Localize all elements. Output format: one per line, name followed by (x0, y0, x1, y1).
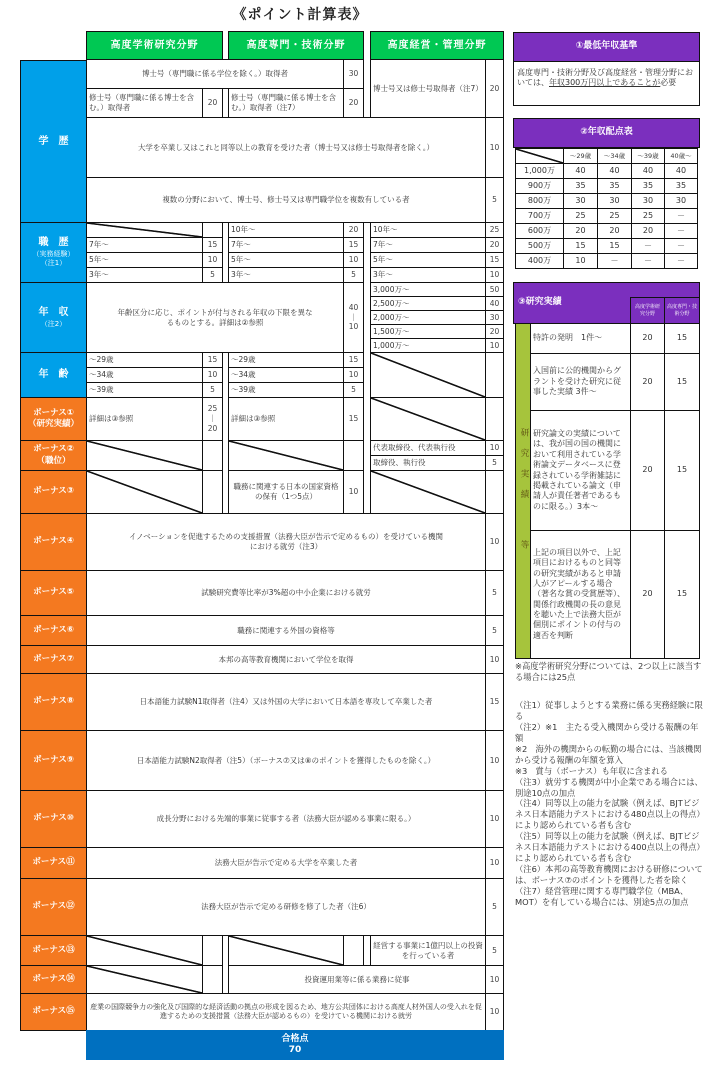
income-table-cell: 35 (631, 178, 665, 194)
bonus-1-points-min: 20 (207, 423, 218, 433)
research-row-value: 20 (630, 353, 665, 411)
research-row-text: 特許の発明 1件～ (530, 323, 631, 354)
label-bonus-4-text: ボーナス④ (33, 536, 74, 547)
income-points-min: 10 (348, 322, 359, 332)
label-bonus-2-text: ボーナス② (33, 444, 74, 455)
age-academic-row: ～39歳 (86, 382, 203, 398)
bonus-14-academic-na-points (202, 965, 223, 994)
min-income-tail: 必要 (660, 78, 677, 88)
bonus-1-points-max: 25 (207, 404, 218, 414)
label-bonus-5 (20, 570, 87, 616)
bonus-2-technical-na (228, 440, 344, 471)
income-management-row: 1,500万～ (370, 324, 486, 339)
label-bonus-13 (20, 935, 87, 966)
bonus-14-academic-na (86, 965, 203, 994)
research-row-value: 15 (664, 530, 700, 659)
career-technical-row: 7年～ (228, 237, 344, 253)
label-income-note: （注2） (40, 319, 67, 328)
bonus-1-technical-points: 15 (343, 397, 364, 441)
bonus-4-points: 10 (485, 513, 504, 571)
bonus-13-management-text: 経営する事業に1億円以上の投資を行っている者 (370, 935, 486, 966)
bonus-9-text: 日本語能力試験N2取得者（注5）（ボーナス⑦又は⑧のポイントを獲得したものを除く。） (86, 730, 486, 791)
career-academic-row: 3年～ (86, 267, 203, 283)
education-master-academic-text: 修士号（専門職に係る博士を含む。）取得者 (86, 88, 203, 118)
income-table-cell: 40 (664, 163, 698, 179)
label-bonus-11-text: ボーナス⑪ (32, 857, 75, 868)
min-income-title: ①最低年収基準 (513, 32, 700, 62)
age-academic-points: 5 (202, 382, 223, 398)
label-bonus-7 (20, 645, 87, 674)
label-bonus-15-text: ボーナス⑮ (32, 1006, 75, 1017)
bonus-13-management-points: 5 (485, 935, 504, 966)
education-multiple-points: 5 (485, 177, 504, 223)
bonus-7-points: 10 (485, 645, 504, 674)
income-table-cell: － (631, 238, 665, 254)
bonus-12-text: 法務大臣が告示で定める研修を修了した者（注6） (86, 878, 486, 936)
income-table-row-label: 700万 (515, 208, 564, 224)
header-technical: 高度専門・技術分野 (228, 31, 364, 60)
label-bonus-1 (20, 397, 87, 441)
career-technical-points: 15 (343, 237, 364, 253)
bonus-3-management-na-points (485, 470, 504, 514)
label-income (20, 282, 87, 353)
income-management-row: 2,500万～ (370, 296, 486, 311)
bonus-6-text: 職務に関連する外国の資格等 (86, 615, 486, 646)
income-management-points: 20 (485, 324, 504, 339)
income-table-row-label: 400万 (515, 253, 564, 269)
bonus-2-management-row: 代表取締役、代表執行役 (370, 440, 486, 456)
income-table-cell: 20 (597, 223, 632, 239)
age-academic-row: ～34歳 (86, 367, 203, 383)
income-management-row: 3,000万～ (370, 282, 486, 297)
label-bonus-15 (20, 993, 87, 1031)
label-age-text: 年 齢 (38, 369, 69, 381)
bonus-12-points: 5 (485, 878, 504, 936)
bonus-5-text: 試験研究費等比率が3%超の中小企業における就労 (86, 570, 486, 616)
label-bonus-11 (20, 847, 87, 879)
income-text: 年齢区分に応じ、ポイントが付与される年収の下限を異なるものとする。詳細は②参照 (86, 282, 344, 353)
header-management: 高度経営・管理分野 (370, 31, 504, 60)
income-table-cell: － (664, 238, 698, 254)
career-academic-row: 7年～ (86, 237, 203, 253)
label-bonus-12 (20, 878, 87, 936)
research-row-value: 15 (664, 410, 700, 531)
bonus-5-points: 5 (485, 570, 504, 616)
bonus-15-points: 10 (485, 993, 504, 1031)
label-bonus-14-text: ボーナス⑭ (32, 973, 75, 984)
research-row-value: 20 (630, 530, 665, 659)
label-bonus-8 (20, 673, 87, 731)
income-table-row-label: 1,000万 (515, 163, 564, 179)
income-table-cell: 30 (664, 193, 698, 209)
income-management-row: 1,000万～ (370, 338, 486, 353)
income-table-cell: 40 (597, 163, 632, 179)
career-management-points: 10 (485, 267, 504, 283)
label-bonus-9-text: ボーナス⑨ (33, 754, 74, 765)
research-side-label-suffix: 等 (519, 540, 529, 561)
career-management-row: 10年～ (370, 222, 486, 238)
education-master-technical-text: 修士号（専門職に係る博士を含む。）取得者（注7） (228, 88, 344, 118)
education-doctorate-text: 博士号（専門職に係る学位を除く。）取得者 (86, 59, 344, 89)
label-bonus-7-text: ボーナス⑦ (33, 653, 74, 664)
age-technical-row: ～39歳 (228, 382, 344, 398)
label-career (20, 222, 87, 283)
research-row-value: 20 (630, 323, 665, 354)
research-note: ※高度学術研究分野については、2つ以上に該当する場合には25点 (515, 661, 702, 682)
income-table-cell: － (664, 208, 698, 224)
income-table-cell: － (664, 223, 698, 239)
label-education-text: 学 歴 (38, 135, 69, 147)
age-management-na-points (485, 352, 504, 398)
income-management-row: 2,000万～ (370, 310, 486, 325)
header-academic: 高度学術研究分野 (86, 31, 223, 60)
career-academic-na (86, 222, 203, 238)
passing-score-value: 70 (288, 1045, 302, 1055)
bonus-13-technical-na-points (343, 935, 364, 966)
age-technical-points: 10 (343, 367, 364, 383)
bonus-15-text: 産業の国際競争力の強化及び国際的な経済活動の拠点の形成を図るため、地方公共団体における高度人材外国人の受入れを促進するための支援措置（法務大臣が認めるもの）を受けている機関における就労 (86, 993, 486, 1031)
passing-score-label: 合格点 (281, 1033, 309, 1044)
income-management-points: 50 (485, 282, 504, 297)
career-technical-points: 5 (343, 267, 364, 283)
bonus-2-academic-na-points (202, 440, 223, 471)
age-technical-row: ～34歳 (228, 367, 344, 383)
bonus-9-points: 10 (485, 730, 504, 791)
career-technical-points: 20 (343, 222, 364, 238)
income-table-cell: 15 (597, 238, 632, 254)
career-technical-row: 5年～ (228, 252, 344, 268)
bonus-3-technical-text: 職務に関連する日本の国家資格の保有（1つ5点） (228, 470, 344, 514)
bonus-1-technical-text: 詳細は③参照 (228, 397, 344, 441)
label-career-note: （注1） (40, 259, 67, 268)
income-table-row-label: 600万 (515, 223, 564, 239)
age-academic-points: 10 (202, 367, 223, 383)
bonus-2-academic-na (86, 440, 203, 471)
label-bonus-3 (20, 470, 87, 514)
passing-score-bar (86, 1030, 504, 1060)
research-row-value: 15 (664, 323, 700, 354)
bonus-1-academic-points (202, 397, 223, 441)
income-table-cell: 30 (597, 193, 632, 209)
label-bonus-4 (20, 513, 87, 571)
income-table-cell: － (597, 253, 632, 269)
income-points-separator: ｜ (349, 312, 358, 322)
career-technical-row: 10年～ (228, 222, 344, 238)
bonus-3-academic-na (86, 470, 203, 514)
min-income-text: 高度専門・技術分野及び高度経営・管理分野においては、 (517, 68, 693, 88)
income-table-cell: 25 (563, 208, 598, 224)
label-bonus-14 (20, 965, 87, 994)
research-row-value: 20 (630, 410, 665, 531)
career-management-points: 20 (485, 237, 504, 253)
income-table-cell: － (664, 253, 698, 269)
age-technical-points: 15 (343, 352, 364, 368)
income-table-cell: 40 (631, 163, 665, 179)
income-table-cell: － (631, 253, 665, 269)
bonus-11-points: 10 (485, 847, 504, 879)
career-academic-row: 5年～ (86, 252, 203, 268)
label-bonus-10-text: ボーナス⑩ (33, 813, 74, 824)
career-academic-points: 5 (202, 267, 223, 283)
label-age (20, 352, 87, 398)
bonus-2-technical-na-points (343, 440, 364, 471)
income-points (343, 282, 364, 353)
bonus-14-text: 投資運用業等に係る業務に従事 (228, 965, 486, 994)
bonus-7-text: 本邦の高等教育機関において学位を取得 (86, 645, 486, 674)
bonus-13-technical-na (228, 935, 344, 966)
footnote: ※3 賞与（ボーナス）も年収に含まれる (515, 765, 668, 776)
footnote: （注2）※1 主たる受入機関から受ける報酬の年額 (515, 721, 699, 743)
income-table-cell: 35 (563, 178, 598, 194)
education-doctorate-points: 30 (343, 59, 364, 89)
education-management-points: 20 (485, 59, 504, 118)
career-management-row: 7年～ (370, 237, 486, 253)
bonus-14-points: 10 (485, 965, 504, 994)
income-table-cell: 15 (563, 238, 598, 254)
min-income-underlined: 年収300万円以上であることが (549, 78, 661, 88)
income-table-col: ～39歳 (631, 148, 665, 164)
label-bonus-5-text: ボーナス⑤ (33, 587, 74, 598)
label-career-text: 職 歴 (38, 237, 69, 249)
income-management-points: 10 (485, 338, 504, 353)
research-col-academic: 高度学術研究分野 (630, 297, 665, 324)
income-points-max: 40 (348, 302, 359, 312)
income-table-row-label: 500万 (515, 238, 564, 254)
bonus-13-academic-na-points (202, 935, 223, 966)
age-technical-row: ～29歳 (228, 352, 344, 368)
income-table-title: ②年収配点表 (513, 118, 700, 148)
income-management-points: 30 (485, 310, 504, 325)
min-income-body (513, 61, 700, 106)
bonus-2-management-row: 取締役、執行役 (370, 455, 486, 471)
age-academic-points: 15 (202, 352, 223, 368)
bonus-6-points: 5 (485, 615, 504, 646)
income-table-col: ～29歳 (563, 148, 598, 164)
label-career-sub: （実務経験） (32, 249, 75, 258)
footnotes (515, 700, 703, 908)
label-bonus-12-text: ボーナス⑫ (32, 901, 75, 912)
bonus-8-points: 15 (485, 673, 504, 731)
income-table-row-label: 800万 (515, 193, 564, 209)
label-bonus-6 (20, 615, 87, 646)
footnote: （注1）従事しようとする業務に係る実務経験に限る (515, 700, 703, 721)
research-row-text: 入国前に公的機関からグラントを受けた研究に従事した実績 3件～ (530, 353, 631, 411)
research-side-label: 研究実績 (519, 428, 529, 510)
label-education (20, 60, 87, 223)
income-table-row-label: 900万 (515, 178, 564, 194)
income-table-col: 40歳～ (664, 148, 698, 164)
label-income-text: 年 収 (38, 307, 69, 319)
label-bonus-9 (20, 730, 87, 791)
label-bonus-2-sub: （職位） (36, 455, 71, 466)
career-management-row: 3年～ (370, 267, 486, 283)
bonus-2-management-points: 10 (485, 440, 504, 456)
income-table-cell: 30 (631, 193, 665, 209)
education-university-points: 10 (485, 117, 504, 178)
career-technical-row: 3年～ (228, 267, 344, 283)
education-master-technical-points: 20 (343, 88, 364, 118)
career-management-points: 15 (485, 252, 504, 268)
research-row-text: 研究論文の実績については、我が国の国の機関において利用されている学術論文データベースに登録されている学術雑誌に掲載されている論文（申請人が責任著者であるものに限る。）3本～ (530, 410, 631, 531)
label-bonus-6-text: ボーナス⑥ (33, 624, 74, 635)
label-bonus-10 (20, 790, 87, 848)
career-technical-points: 10 (343, 252, 364, 268)
income-table-col: ～34歳 (597, 148, 632, 164)
bonus-3-technical-points: 10 (343, 470, 364, 514)
page-title: 《ポイント計算表》 (232, 7, 368, 23)
research-col-technical: 高度専門・技術分野 (664, 297, 700, 324)
career-academic-points: 10 (202, 252, 223, 268)
income-table-cell: 25 (631, 208, 665, 224)
bonus-3-management-na (370, 470, 486, 514)
bonus-1-academic-text: 詳細は③参照 (86, 397, 203, 441)
research-row-value: 15 (664, 353, 700, 411)
bonus-1-management-na (370, 397, 486, 441)
age-technical-points: 5 (343, 382, 364, 398)
income-table-cell: 30 (563, 193, 598, 209)
income-table-cell: 35 (597, 178, 632, 194)
footnote: ※2 海外の機関からの転勤の場合には、当該機関から受ける報酬の年額を算入 (515, 743, 702, 765)
education-multiple-text: 複数の分野において、博士号、修士号又は専門職学位を複数有している者 (86, 177, 486, 223)
bonus-8-text: 日本語能力試験N1取得者（注4）又は外国の大学において日本語を専攻して卒業した者 (86, 673, 486, 731)
age-academic-row: ～29歳 (86, 352, 203, 368)
bonus-2-management-points: 5 (485, 455, 504, 471)
income-table-corner (515, 148, 564, 164)
label-bonus-2 (20, 440, 87, 471)
label-bonus-8-text: ボーナス⑧ (33, 696, 74, 707)
career-management-points: 25 (485, 222, 504, 238)
footnote: （注4）同等以上の能力を試験（例えば、BJTビジネス日本語能力テストにおける480点以上の得点）により認められている者も含む (515, 798, 701, 831)
bonus-1-management-na-points (485, 397, 504, 441)
label-bonus-1-sub: （研究実績） (27, 419, 79, 429)
label-bonus-1-text: ボーナス① (33, 407, 74, 418)
bonus-3-academic-na-points (202, 470, 223, 514)
education-management-text: 博士号又は修士号取得者（注7） (370, 59, 486, 118)
label-bonus-13-text: ボーナス⑬ (32, 944, 75, 955)
bonus-11-text: 法務大臣が告示で定める大学を卒業した者 (86, 847, 486, 879)
research-row-text: 上記の項目以外で、上記項目におけるものと同等の研究実績があると申請人がアピールする場合（著名な賞の受賞歴等）、関係行政機関の長の意見を聴いた上で法務大臣が個別にポイントの付与の適否を判断 (530, 530, 631, 659)
education-master-academic-points: 20 (202, 88, 223, 118)
footnote: （注7）経営管理に関する専門職学位（MBA、MOT）を有している場合には、別途5点の加点 (515, 885, 689, 907)
research-title: ③研究実績 (518, 297, 562, 308)
career-academic-points: 15 (202, 237, 223, 253)
bonus-13-academic-na (86, 935, 203, 966)
footnote: （注5）同等以上の能力を試験（例えば、BJTビジネス日本語能力テストにおける400点以上の得点）により認められている者も含む (515, 831, 701, 864)
bonus-1-points-separator: ｜ (208, 414, 217, 424)
income-table-cell: 40 (563, 163, 598, 179)
label-bonus-3-text: ボーナス③ (33, 486, 74, 497)
bonus-10-text: 成長分野における先端的事業に従事する者（法務大臣が認める事業に限る。） (86, 790, 486, 848)
education-university-text: 大学を卒業し又はこれと同等以上の教育を受けた者（博士号又は修士号取得者を除く。） (86, 117, 486, 178)
income-table-cell: 25 (597, 208, 632, 224)
career-management-row: 5年～ (370, 252, 486, 268)
bonus-10-points: 10 (485, 790, 504, 848)
bonus-4-text: イノベーションを促進するための支援措置（法務大臣が告示で定めるもの）を受けている機関における就労（注3） (86, 513, 486, 571)
income-table-cell: 35 (664, 178, 698, 194)
income-table-cell: 20 (563, 223, 598, 239)
income-table-cell: 20 (631, 223, 665, 239)
footnote: （注6）本邦の高等教育機関における研修については、ボーナス⑦のポイントを獲得した者を除く (515, 864, 703, 885)
career-academic-na-points (202, 222, 223, 238)
income-management-points: 40 (485, 296, 504, 311)
footnote: （注3）就労する機関が中小企業である場合には、別途10点の加点 (515, 776, 703, 798)
income-table-cell: 10 (563, 253, 598, 269)
age-management-na (370, 352, 486, 398)
